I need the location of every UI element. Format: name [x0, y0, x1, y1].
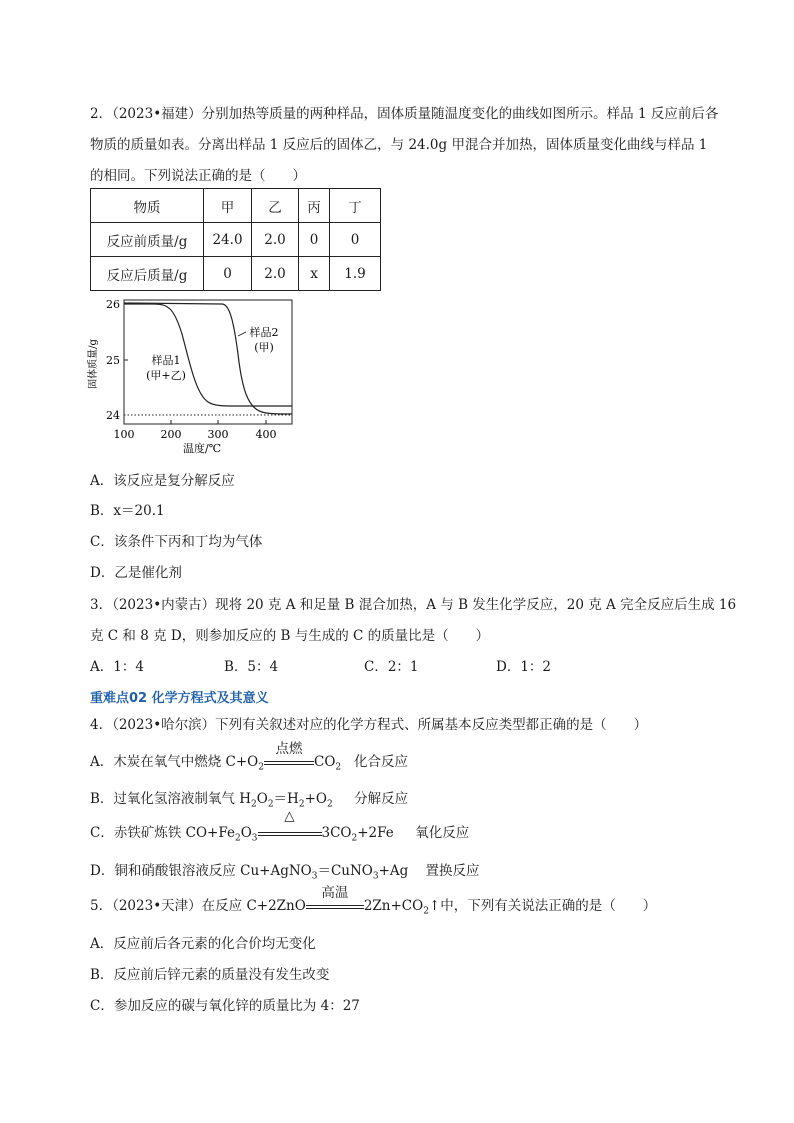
table-cell: 丙	[299, 189, 330, 223]
table-cell: 0	[330, 223, 381, 257]
section-heading: 重难点02 化学方程式及其意义	[90, 691, 269, 706]
q2-mass-table	[90, 188, 381, 291]
q4-option-d[interactable]: D．铜和硝酸银溶液反应 Cu+AgNO$_3$＝CuNO$_3$+Ag 置换反应	[90, 863, 480, 882]
sample2-label: 样品2	[249, 326, 279, 339]
q5-prefix: 5．（2023•天津）在反应 C+2ZnO	[90, 898, 306, 914]
q5-option-a[interactable]: A．反应前后各元素的化合价均无变化	[90, 936, 316, 952]
q5-product: 2Zn+CO	[363, 898, 424, 914]
table-cell: 2.0	[252, 257, 299, 291]
q4-c-product2: +2Fe	[357, 825, 394, 841]
condition-label: △	[284, 808, 295, 824]
sample2-curve	[124, 303, 292, 414]
q2-stem-line2: 物质的质量如表。分离出样品 1 反应后的固体乙，与 24.0g 甲混合并加热，固体质量变化曲线与样品 1	[90, 137, 708, 153]
q2-stem-line3: 的相同。下列说法正确的是（ ）	[90, 168, 306, 184]
table-row	[91, 257, 381, 291]
q4-d-prefix: D．铜和硝酸银溶液反应 Cu+AgNO	[90, 863, 312, 879]
q5-suffix: ↑中，下列有关说法正确的是（ ）	[428, 898, 657, 914]
q4-b-mid: ＝H	[273, 791, 299, 807]
table-cell: 0	[299, 223, 330, 257]
q5-option-b[interactable]: B．反应前后锌元素的质量没有发生改变	[90, 967, 330, 983]
sample1-label-sub: (甲+乙)	[146, 369, 186, 382]
sample1-label: 样品1	[151, 354, 181, 367]
q5-stem: 5．（2023•天津）在反应 C+2ZnO 高温 $2Zn+CO_2↑$中，下列有关说法正确的是（ ）	[90, 894, 656, 917]
q4-b-prefix: B．过氧化氢溶液制氧气 H	[90, 791, 251, 807]
q2-stem-line1: 2．（2023•福建）分别加热等质量的两种样品，固体质量随温度变化的曲线如图所示。样品 1 反应前后各	[90, 106, 719, 122]
q4-a-prefix: A．木炭在氧气中燃烧 C+O	[90, 754, 259, 770]
table-cell: 1.9	[330, 257, 381, 291]
q4-a-product: CO	[313, 754, 336, 770]
table-cell: 丁	[330, 189, 381, 223]
q4-d-type: 置换反应	[425, 863, 480, 879]
sample1-curve	[124, 304, 292, 406]
plot-frame	[124, 300, 292, 424]
table-cell: 反应前质量/g	[91, 223, 204, 257]
table-cell: 2.0	[252, 223, 299, 257]
q2-option-c[interactable]: C．该条件下丙和丁均为气体	[90, 534, 263, 550]
reaction-condition-arrow	[258, 808, 322, 841]
x-axis-label: 温度/℃	[182, 442, 222, 455]
q3-option-c[interactable]: C．2：1	[364, 659, 419, 675]
table-row	[91, 189, 381, 223]
condition-label: 高温	[321, 885, 349, 901]
table-cell: 24.0	[204, 223, 252, 257]
q4-d-mid2: +Ag	[378, 863, 409, 879]
x-tick-200: 200	[160, 428, 182, 441]
q4-b-mid2: +O	[304, 791, 327, 807]
table-cell: 物质	[91, 189, 204, 223]
q3-option-a[interactable]: A．1：4	[90, 659, 144, 675]
q4-c-type: 氧化反应	[415, 825, 470, 841]
x-tick-300: 300	[207, 428, 229, 441]
q3-option-b[interactable]: B．5：4	[224, 659, 279, 675]
q2-option-b[interactable]: B．x＝20.1	[90, 503, 165, 519]
q4-a-type: 化合反应	[354, 754, 408, 770]
sample2-label-sub: (甲)	[254, 341, 274, 354]
y-tick-25: 25	[106, 354, 120, 367]
x-tick-100: 100	[113, 428, 135, 441]
q4-c-prefix: C．赤铁矿炼铁 CO+Fe	[90, 825, 235, 841]
q4-stem: 4．（2023•哈尔滨）下列有关叙述对应的化学方程式、所属基本反应类型都正确的是（ ）	[90, 717, 648, 733]
q4-b-type: 分解反应	[354, 791, 409, 807]
q4-option-a[interactable]: A．木炭在氧气中燃烧 $C+O_2$ 点燃 $CO_2$ 化合反应	[90, 750, 408, 773]
q3-stem-line1: 3．（2023•内蒙古）现将 20 克 A 和足量 B 混合加热，A 与 B 发生化学反应，20 克 A 完全反应后生成 16	[90, 597, 737, 613]
q4-c-product: 3CO	[321, 825, 352, 841]
y-tick-26: 26	[106, 298, 120, 311]
table-cell: x	[299, 257, 330, 291]
reaction-condition-arrow	[306, 885, 364, 914]
q4-option-b[interactable]: B．过氧化氢溶液制氧气 $H_2O_2=H_2+O_2$ 分解反应	[90, 791, 409, 810]
y-axis-label: 固体质量/g	[88, 339, 99, 389]
table-cell: 乙	[252, 189, 299, 223]
q2-option-a[interactable]: A．该反应是复分解反应	[90, 473, 235, 489]
table-cell: 甲	[204, 189, 252, 223]
x-tick-400: 400	[255, 428, 277, 441]
q3-stem-line2: 克 C 和 8 克 D，则参加反应的 B 与生成的 C 的质量比是（ ）	[90, 628, 490, 644]
table-cell: 反应后质量/g	[91, 257, 204, 291]
table-cell: 0	[204, 257, 252, 291]
condition-label: 点燃	[275, 741, 303, 757]
q3-option-d[interactable]: D．1：2	[496, 659, 552, 675]
reaction-condition-arrow	[264, 741, 314, 770]
q4-d-mid: ＝CuNO	[317, 863, 373, 879]
table-row	[91, 223, 381, 257]
q4-option-c[interactable]: C．赤铁矿炼铁 $CO+Fe_2O_3$ △ $3CO_2+2Fe$ 氧化反应	[90, 808, 470, 844]
y-tick-24: 24	[106, 409, 120, 422]
q2-option-d[interactable]: D．乙是催化剂	[90, 565, 182, 581]
q5-option-c[interactable]: C．参加反应的碳与氧化锌的质量比为 4：27	[90, 998, 360, 1014]
mass-temperature-graph	[84, 294, 304, 456]
